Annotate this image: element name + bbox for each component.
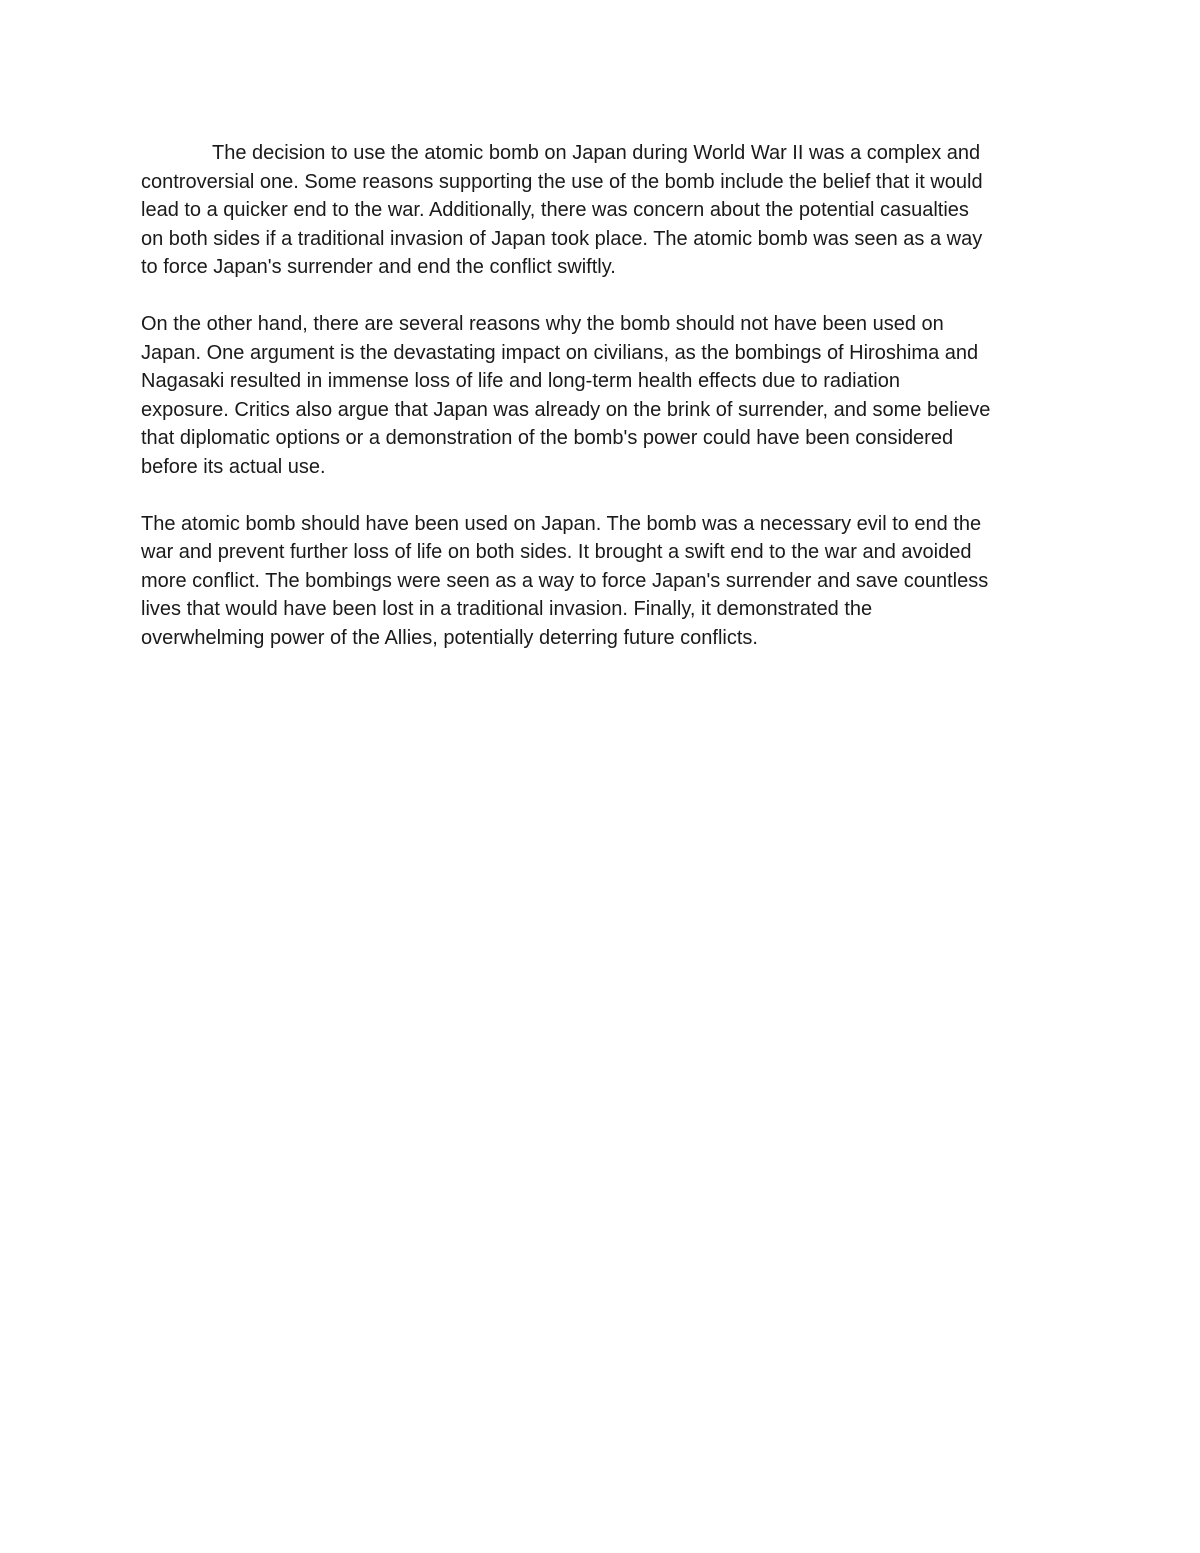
text-line: lives that would have been lost in a traditional invasion. Finally, it demonstrated the [141, 598, 873, 620]
paragraph-2 [141, 310, 1066, 481]
text-line: Nagasaki resulted in immense loss of life and long-term health effects due to radiation [141, 370, 900, 392]
paragraph-3 [141, 510, 1066, 653]
text-line: to force Japan's surrender and end the conflict swiftly. [141, 256, 616, 278]
text-line: The atomic bomb should have been used on Japan. The bomb was a necessary evil to end the [141, 512, 982, 535]
text-line: before its actual use. [141, 455, 326, 478]
text-line: that diplomatic options or a demonstration of the bomb's power could have been considered [141, 427, 954, 449]
text-line: exposure. Critics also argue that Japan was already on the brink of surrender, and some believe [141, 398, 991, 421]
text-line: overwhelming power of the Allies, potentially deterring future conflicts. [141, 626, 758, 649]
text-line: war and prevent further loss of life on both sides. It brought a swift end to the war and avoided [141, 541, 972, 563]
text-line: lead to a quicker end to the war. Additionally, there was concern about the potential casualties [141, 199, 969, 221]
text-line: more conflict. The bombings were seen as a way to force Japan's surrender and save countless [141, 569, 989, 592]
paragraph-1 [141, 139, 1066, 282]
text-line: on both sides if a traditional invasion of Japan took place. The atomic bomb was seen as a way [141, 227, 983, 250]
text-line: The decision to use the atomic bomb on Japan during World War II was a complex and [212, 142, 981, 164]
text-line: Japan. One argument is the devastating impact on civilians, as the bombings of Hiroshima and [141, 341, 979, 364]
text-line: controversial one. Some reasons supporting the use of the bomb include the belief that it would [141, 170, 983, 193]
document-body [141, 139, 1066, 681]
text-line: On the other hand, there are several reasons why the bomb should not have been used on [141, 313, 944, 335]
